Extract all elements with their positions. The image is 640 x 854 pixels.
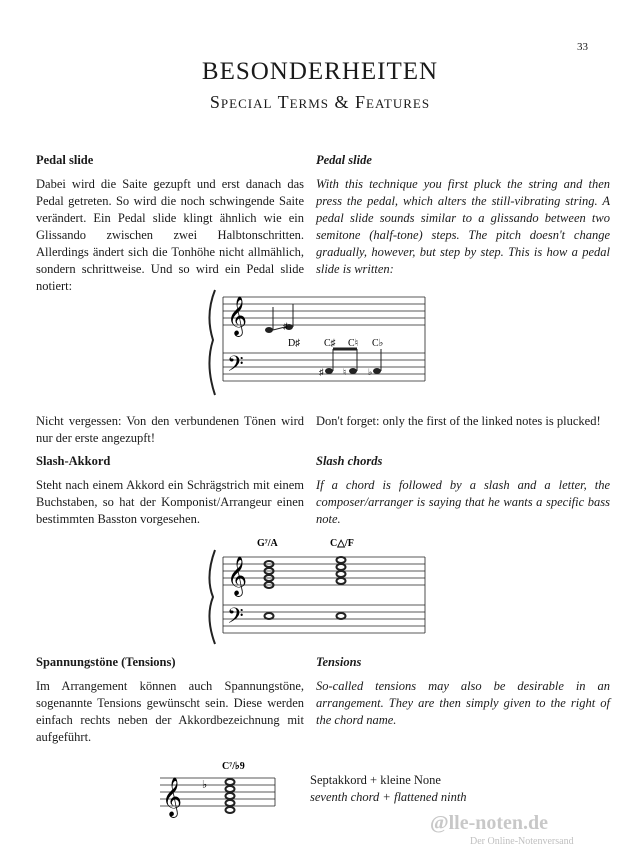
note-pedal-slide-en: Don't forget: only the first of the linked notes is plucked!: [316, 414, 601, 428]
page-subtitle: Special Terms & Features: [209, 92, 431, 112]
chord-c7-b9: C⁷/♭9: [222, 761, 245, 772]
chord-cmaj-f: C△/F: [330, 538, 354, 549]
svg-text:♯: ♯: [319, 367, 324, 377]
heading-slash-chord-en: Slash chords: [316, 454, 383, 468]
tension-chord-en: seventh chord + flattened ninth: [310, 790, 467, 804]
heading-pedal-slide-en: Pedal slide: [316, 153, 372, 167]
heading-tensions-de: Spannungstöne (Tensions): [36, 655, 176, 669]
page-number: 33: [577, 41, 588, 53]
treble-clef-icon: 𝄞: [162, 779, 183, 816]
page-title: BESONDERHEITEN: [201, 58, 439, 85]
text-pedal-slide-en: With this technique you first pluck the string and then press the pedal, which alters the still-vibrating string. A pedal slide sounds similar to a glissando between two semitone (half-tone) steps. The pitch doesn't change gradually, however, but step by step. This is how a pedal slide is written:: [316, 177, 610, 276]
bass-clef-icon: 𝄢: [227, 352, 244, 381]
text-slash-chord-en: If a chord is followed by a slash and a letter, the composer/arranger is saying that he wants a specific bass note.: [316, 478, 610, 526]
heading-pedal-slide-de: Pedal slide: [36, 153, 94, 167]
svg-text:♭: ♭: [368, 367, 373, 377]
watermark-tagline: Der Online-Notenversand: [470, 836, 574, 847]
label-d-sharp: D♯: [288, 338, 301, 349]
text-tensions-de: Im Arrangement können auch Spannungstöne, sogenannte Tensions gewünscht sein. Diese werden einfach rechts neben der Akkordbezeichnung mit aufgeführt.: [36, 679, 304, 744]
label-c-natural: C♮: [348, 338, 359, 349]
text-tensions-en: So-called tensions may also be desirable in an arrangement. They are then simply given to the right of the chord name.: [316, 679, 610, 727]
note-pedal-slide-de: Nicht vergessen: Von den verbundenen Tönen wird nur der erste angezupft!: [36, 414, 304, 445]
svg-text:♯: ♯: [283, 321, 288, 331]
watermark-brand: @lle-noten.de: [430, 812, 549, 834]
text-slash-chord-de: Steht nach einem Akkord ein Schrägstrich mit einem Buchstaben, so hat der Komponist/Arrangeur einen bestimmten Basston vorgesehen.: [36, 478, 304, 526]
label-c-flat: C♭: [372, 338, 384, 349]
heading-slash-chord-de: Slash-Akkord: [36, 454, 111, 468]
text-pedal-slide-de: Dabei wird die Saite gezupft und erst danach das Pedal getreten. So wird die noch schwingende Saite verändert. Ein Pedal slide klingt ähnlich wie ein Glissando zwischen zwei Halbtonschritten. Allerdings ändert sich die Tonhöhe nicht allmählich, sondern schrittweise. Und so wird ein Pedal slide notiert:: [36, 177, 304, 293]
label-c-sharp: C♯: [324, 338, 336, 349]
slash-chord-notation: [205, 532, 435, 647]
bass-clef-icon: 𝄢: [227, 604, 244, 633]
tension-chord-de: Septakkord + kleine None: [310, 773, 441, 787]
tension-chord-notation: [160, 758, 300, 818]
svg-text:♭: ♭: [202, 779, 208, 791]
heading-tensions-en: Tensions: [316, 655, 362, 669]
chord-g7-a: G⁷/A: [257, 538, 278, 549]
svg-text:♮: ♮: [343, 367, 347, 377]
pedal-slide-notation: [205, 285, 435, 405]
treble-clef-icon: 𝄞: [227, 558, 248, 595]
treble-clef-icon: 𝄞: [227, 298, 248, 335]
